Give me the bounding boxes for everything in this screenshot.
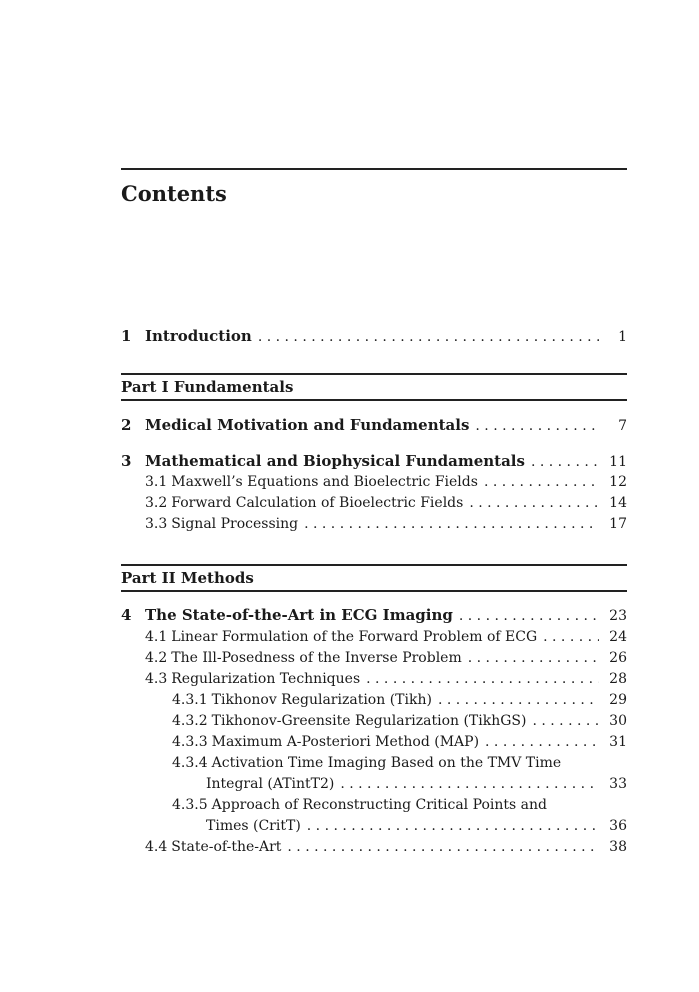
leader-dots: [304, 514, 599, 534]
leader-dots: [287, 837, 599, 857]
section-title: Activation Time Imaging Based on the TMV Time: [211, 755, 562, 771]
leader-dots: [468, 648, 599, 668]
leader-dots: [543, 627, 599, 647]
page-number: 1: [618, 329, 627, 345]
toc-entry-section-3-1[interactable]: [145, 472, 627, 492]
chapter-title: Introduction: [145, 327, 252, 345]
part-label: Part II Methods: [121, 569, 254, 587]
section-title-continued: Times (CritT): [206, 818, 301, 834]
toc-entry-subsection-4-3-3[interactable]: [172, 732, 627, 752]
page-number: 14: [609, 495, 627, 511]
page-number: 11: [609, 454, 627, 470]
section-number: 4.3: [145, 671, 168, 687]
page-number: 29: [609, 692, 627, 708]
leader-dots: [307, 816, 599, 836]
chapter-title: The State-of-the-Art in ECG Imaging: [145, 606, 453, 624]
page-number: 26: [609, 650, 627, 666]
page-number: 7: [618, 418, 627, 434]
top-rule: [121, 168, 627, 170]
toc-entry-section-4-3[interactable]: [145, 669, 627, 689]
leader-dots: [475, 416, 599, 436]
chapter-number: 2: [121, 416, 132, 434]
section-title-continued: Integral (ATintT2): [206, 776, 335, 792]
toc-entry-subsection-4-3-1[interactable]: [172, 690, 627, 710]
section-title: Linear Formulation of the Forward Problem of ECG: [171, 629, 538, 645]
toc-entry-section-3-2[interactable]: [145, 493, 627, 513]
toc-entry-section-3-3[interactable]: [145, 514, 627, 534]
leader-dots: [484, 472, 599, 492]
toc-entry-section-4-4[interactable]: [145, 837, 627, 857]
page-number: 17: [609, 516, 627, 532]
toc-entry-section-4-2[interactable]: [145, 648, 627, 668]
leader-dots: [459, 606, 599, 626]
part-header-1: [121, 373, 627, 401]
leader-dots: [485, 732, 599, 752]
section-number: 4.3.1: [172, 692, 208, 708]
toc-entry-subsection-4-3-2[interactable]: [172, 711, 627, 731]
document-page: [121, 0, 627, 992]
page-number: 12: [609, 474, 627, 490]
part-label: Part I Fundamentals: [121, 378, 294, 396]
toc-entry-section-4-1[interactable]: [145, 627, 627, 647]
section-title: Forward Calculation of Bioelectric Fields: [171, 495, 464, 511]
chapter-number: 4: [121, 606, 132, 624]
chapter-title: Medical Motivation and Fundamentals: [145, 416, 470, 434]
page-number: 23: [609, 608, 627, 624]
page-number: 38: [609, 839, 627, 855]
leader-dots: [340, 774, 599, 794]
page-number: 28: [609, 671, 627, 687]
section-number: 4.2: [145, 650, 168, 666]
section-title: Maxwell’s Equations and Bioelectric Fields: [171, 474, 478, 490]
leader-dots: [366, 669, 599, 689]
part-header-2: [121, 564, 627, 592]
section-title: The Ill-Posedness of the Inverse Problem: [171, 650, 462, 666]
page-number: 30: [609, 713, 627, 729]
section-title: Maximum A-Posteriori Method (MAP): [211, 734, 480, 750]
leader-dots: [531, 452, 599, 472]
chapter-number: 1: [121, 327, 132, 345]
section-number: 3.2: [145, 495, 168, 511]
section-title: Signal Processing: [171, 516, 299, 532]
toc-entry-chapter-2[interactable]: [121, 415, 627, 435]
section-number: 4.3.3: [172, 734, 208, 750]
toc-entry-subsection-4-3-4-continued[interactable]: [206, 774, 627, 794]
section-number: 4.4: [145, 839, 168, 855]
page-number: 31: [609, 734, 627, 750]
chapter-title: Mathematical and Biophysical Fundamentals: [145, 452, 525, 470]
section-title: Regularization Techniques: [171, 671, 361, 687]
toc-entry-subsection-4-3-5-continued[interactable]: [206, 816, 627, 836]
chapter-number: 3: [121, 452, 132, 470]
section-number: 3.1: [145, 474, 168, 490]
page-number: 33: [609, 776, 627, 792]
toc-entry-subsection-4-3-5[interactable]: [172, 795, 627, 815]
section-title: Tikhonov Regularization (Tikh): [211, 692, 432, 708]
leader-dots: [469, 493, 599, 513]
page-number: 36: [609, 818, 627, 834]
section-number: 4.3.5: [172, 797, 208, 813]
toc-entry-chapter-4[interactable]: [121, 605, 627, 625]
section-number: 3.3: [145, 516, 168, 532]
section-number: 4.1: [145, 629, 168, 645]
leader-dots: [258, 327, 599, 347]
leader-dots: [438, 690, 599, 710]
toc-entry-subsection-4-3-4[interactable]: [172, 753, 627, 773]
section-title: State-of-the-Art: [171, 839, 282, 855]
section-number: 4.3.4: [172, 755, 208, 771]
contents-heading: Contents: [121, 181, 227, 206]
section-number: 4.3.2: [172, 713, 208, 729]
page-number: 24: [609, 629, 627, 645]
section-title: Approach of Reconstructing Critical Points and: [211, 797, 547, 813]
toc-entry-chapter-3[interactable]: [121, 451, 627, 471]
leader-dots: [532, 711, 599, 731]
section-title: Tikhonov-Greensite Regularization (TikhGS): [211, 713, 527, 729]
toc-entry-chapter-1[interactable]: [121, 326, 627, 346]
